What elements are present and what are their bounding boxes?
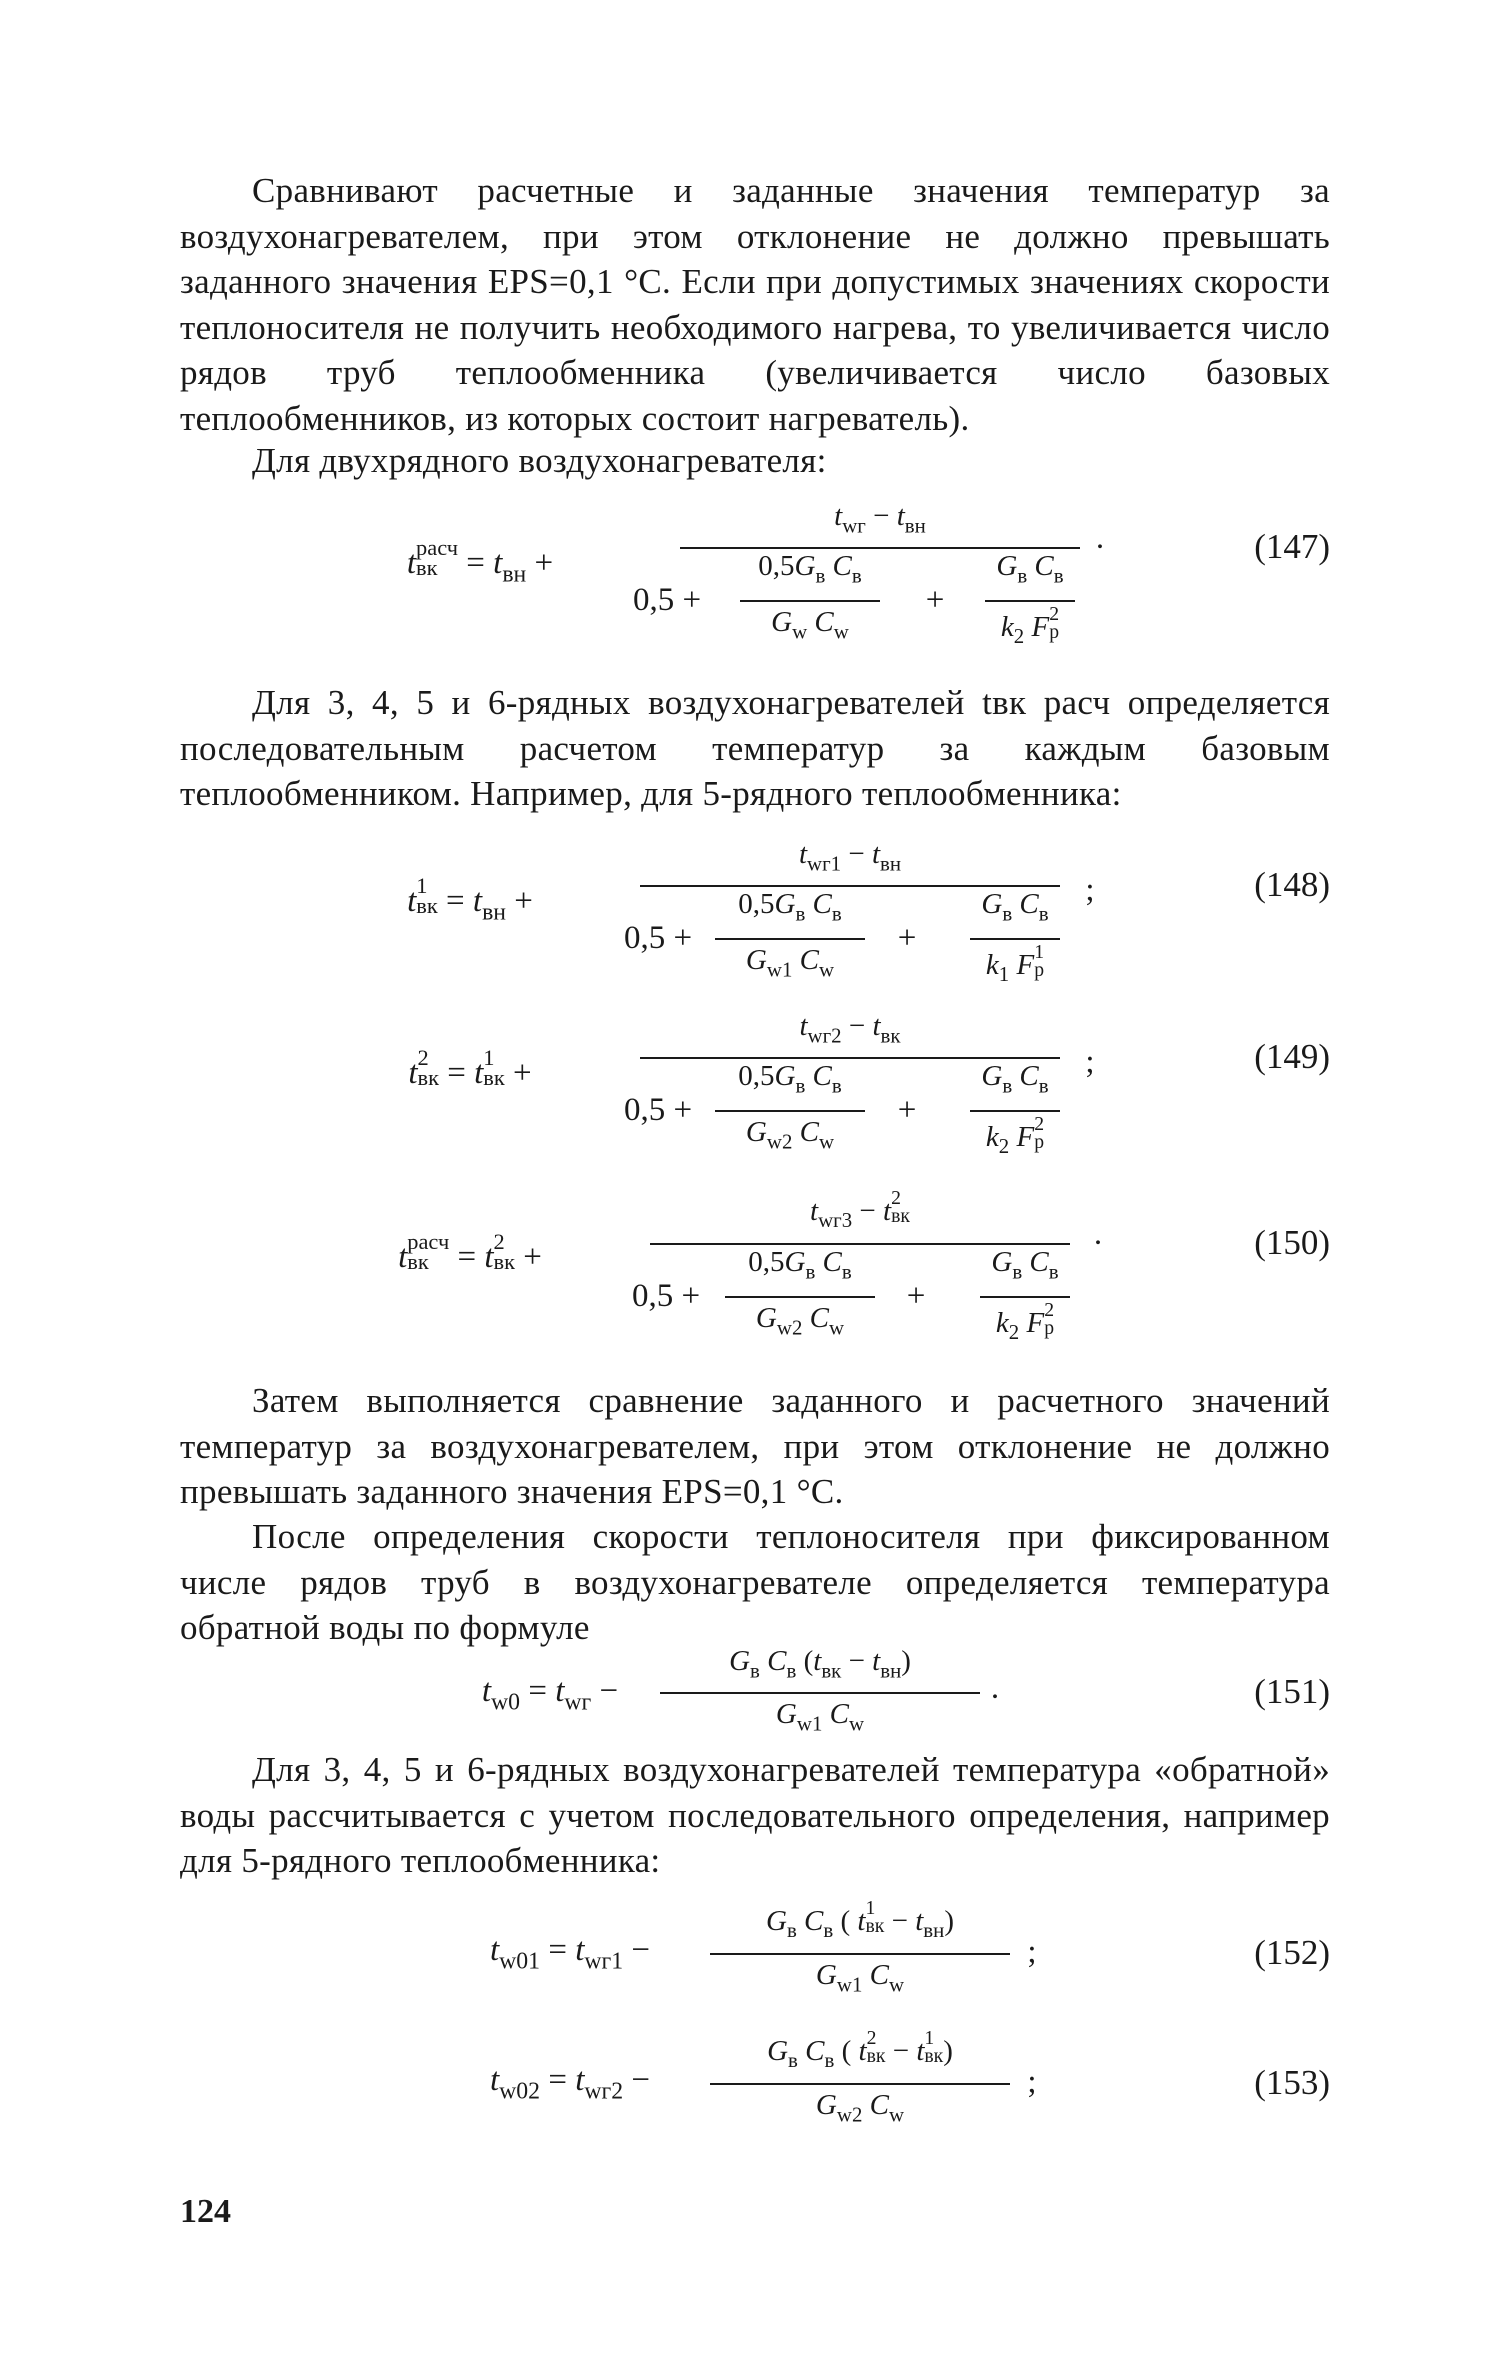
equation-number: (147) [1254, 527, 1330, 566]
equation-149: t 2 вк = t 1 вк + $t_{wг2} - t_{вк}$ 0,5 + $0,5G_в$ $C_в$ $G_{w2}$ $C_w$ + $G_в$ $C_в$ $k_2$ F 2 р ; (149) [408, 1010, 1330, 1159]
equation-number: (152) [1254, 1933, 1330, 1972]
paragraph-5: После определения скорости теплоносителя при фиксированном числе рядов труб в воздухонагревателе определяется температура обратной воды по формуле [180, 1517, 1330, 1647]
equation-number: (150) [1254, 1223, 1330, 1262]
paragraph-1: Сравнивают расчетные и заданные значения температур за воздухонагревателем, при этом отклонение не должно превышать заданного значения EPS=0,1 °С. Если при допустимых значениях скорости теплоносителя не получить необходимого нагрева, то увеличивается число рядов труб теплообменника (увеличивается число базовых теплообменников, из которых состоит нагреватель). [180, 171, 1330, 438]
equation-number: (149) [1254, 1037, 1330, 1076]
equation-number: (148) [1254, 865, 1330, 904]
equation-number: (151) [1254, 1672, 1330, 1711]
equation-number: (153) [1254, 2063, 1330, 2102]
equation-150: t расч вк = t 2 вк + $t_{wг3} - t$ 2 вк 0,5 + $0,5G_в$ $C_в$ $G_{w2}$ $C_w$ + $G_в$ $C_в$ $k_2$ F 2 р . (150) [398, 1187, 1330, 1345]
equation-151: $t_{w0} = t_{wг}$ − $G_в$ $C_в$ $(t_{вк} - t_{вн})$ $G_{w1}$ $C_w$ . (151) [481, 1645, 1330, 1736]
paragraph-4: Затем выполняется сравнение заданного и расчетного значений температур за воздухонагревателем, при этом отклонение не должно превышать заданного значения EPS=0,1 °С. [180, 1381, 1330, 1511]
equation-148: t 1 вк = $t_{вн}$ + $t_{wг1} - t_{вн}$ 0,5 + $0,5G_в$ $C_в$ $G_{w1}$ $C_w$ + $G_в$ $C_в$ $k_1$ F 1 р ; (148) [407, 838, 1330, 987]
equation-152: $t_{w01} = t_{wг1}$ − $G_в$ $C_в$ ( t 1 вк − $t_{вн}$) $G_{w1}$ $C_w$ ; (152) [489, 1897, 1330, 1997]
equation-153: $t_{w02} = t_{wг2}$ − $G_в$ $C_в$ ( t 2 вк − t 1 вк ) $G_{w2}$ $C_w$ ; (153) [489, 2027, 1330, 2127]
paragraph-3: Для 3, 4, 5 и 6-рядных воздухонагревателей tвк расч определяется последовательным расчетом температур за каждым базовым теплообменником. Например, для 5-рядного теплообменника: [180, 683, 1330, 813]
equation-147: t расч вк = $t_{вн}$ + $t_{wг} - t_{вн}$ 0,5 + $0,5G_в$ $C_в$ $G_w$ $C_w$ + $G_в$ $C_в$ $k_2$ F 2 р . (147) [406, 500, 1330, 649]
page-number: 124 [180, 2193, 231, 2230]
paragraph-2: Для двухрядного воздухонагревателя: [252, 441, 827, 480]
paragraph-6: Для 3, 4, 5 и 6-рядных воздухонагревателей температура «обратной» воды рассчитывается с учетом последовательного определения, например для 5-рядного теплообменника: [180, 1750, 1330, 1880]
